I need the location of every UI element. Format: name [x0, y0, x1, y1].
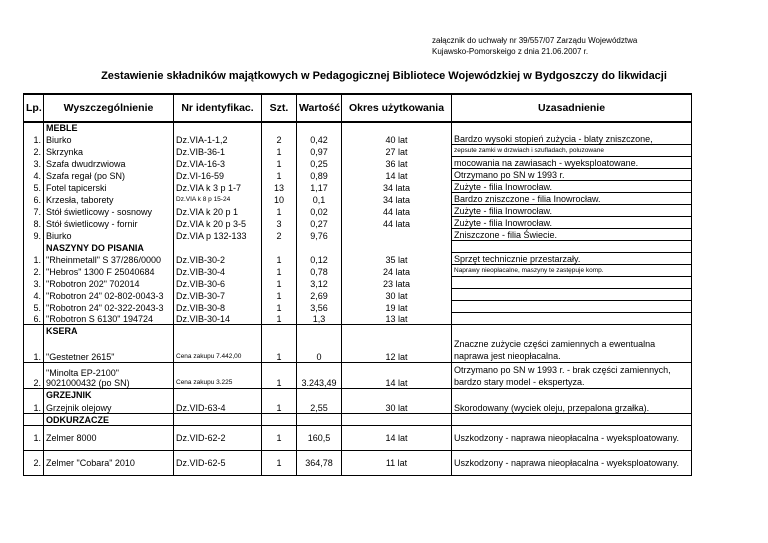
cell-period: 13 lat [342, 313, 452, 325]
cell-period: 34 lata [342, 181, 452, 193]
cell-value: 0,25 [297, 157, 342, 169]
cell-period: 12 lat [342, 336, 452, 363]
category-label: MEBLE [44, 122, 174, 133]
cell-qty: 1 [262, 205, 297, 217]
cell-id: Dz.VIB-36-1 [174, 145, 262, 157]
table-row [24, 253, 692, 265]
cell-lp: 1. [24, 400, 44, 414]
cell-value: 0,27 [297, 217, 342, 229]
header-id: Nr identyfikac. [174, 94, 262, 122]
header-name: Wyszczególnienie [44, 94, 174, 122]
cell-period: 11 lat [342, 451, 452, 476]
name-line: 9021000432 (po SN) [46, 378, 130, 388]
cell-period: 14 lat [342, 169, 452, 181]
table-row [24, 169, 692, 181]
cell-value: 3,12 [297, 277, 342, 289]
table-row [24, 336, 692, 363]
cell-period: 14 lat [342, 426, 452, 451]
cell-id: Dz.VIB-30-8 [174, 301, 262, 313]
cell-id: Cena zakupu 3.225 [174, 363, 262, 389]
cell-name: "Robotron 202" 702014 [44, 277, 174, 289]
cell-lp: 2. [24, 145, 44, 157]
cell-lp: 2. [24, 451, 44, 476]
reason-line: bardzo stary model - ekspertyza. [454, 377, 585, 387]
cell-period: 40 lat [342, 133, 452, 145]
category-row-meble [24, 122, 692, 133]
cell-name: Krzesła, taborety [44, 193, 174, 205]
cell-value: 0,42 [297, 133, 342, 145]
cell-period: 36 lat [342, 157, 452, 169]
cell-value: 9,76 [297, 229, 342, 241]
category-row-odkurzacze [24, 414, 692, 426]
cell-id: Dz.VID-62-2 [174, 426, 262, 451]
cell-period: 30 lat [342, 400, 452, 414]
cell-lp: 1. [24, 133, 44, 145]
cell-id: Dz.VIB-30-2 [174, 253, 262, 265]
cell-lp: 7. [24, 205, 44, 217]
cell-id: Dz.VIA-1-1,2 [174, 133, 262, 145]
cell-period: 44 lata [342, 217, 452, 229]
cell-period: 34 lata [342, 193, 452, 205]
cell-qty: 13 [262, 181, 297, 193]
cell-period: 14 lat [342, 363, 452, 389]
cell-id: Dz.VIA-16-3 [174, 157, 262, 169]
cell-qty: 1 [262, 265, 297, 277]
cell-qty: 2 [262, 133, 297, 145]
cell-lp: 8. [24, 217, 44, 229]
cell-name: Grzejnik olejowy [44, 400, 174, 414]
attachment-note-line2: Kujawsko-Pomorskeigo z dnia 21.06.2007 r. [432, 47, 589, 56]
cell-name: Biurko [44, 133, 174, 145]
cell-lp: 6. [24, 313, 44, 325]
cell-reason [452, 336, 692, 363]
cell-value: 0,97 [297, 145, 342, 157]
table-row [24, 229, 692, 241]
cell-reason: Zniszczone - filia Świecie. [452, 229, 692, 241]
header-qty: Szt. [262, 94, 297, 122]
cell-lp: 3. [24, 277, 44, 289]
table-row [24, 289, 692, 301]
cell-period: 27 lat [342, 145, 452, 157]
table-header-row [24, 94, 692, 122]
cell-reason: Naprawy nieopłacalne, maszyny te zastępuje komp. [452, 265, 692, 277]
cell-lp: 1. [24, 253, 44, 265]
reason-line: naprawa jest nieopłacalna. [454, 351, 561, 361]
cell-name: Stół świetlicowy - fornir [44, 217, 174, 229]
cell-qty: 1 [262, 289, 297, 301]
category-label: KSERA [44, 325, 174, 337]
table-row [24, 133, 692, 145]
name-line: "Minolta EP-2100" [46, 368, 119, 378]
cell-lp: 4. [24, 169, 44, 181]
table-row [24, 400, 692, 414]
cell-reason [452, 289, 692, 301]
category-row-ksera [24, 325, 692, 337]
cell-value: 2,69 [297, 289, 342, 301]
cell-lp: 3. [24, 157, 44, 169]
table-row [24, 181, 692, 193]
cell-reason: Bardzo zniszczone - filia Inowrocław. [452, 193, 692, 205]
cell-reason: Bardzo wysoki stopień zużycia - blaty zniszczone, [452, 133, 692, 145]
cell-reason [452, 301, 692, 313]
cell-reason: Zużyte - filia Inowrocław. [452, 181, 692, 193]
cell-reason: Otrzymano po SN w 1993 r. [452, 169, 692, 181]
cell-lp: 4. [24, 289, 44, 301]
document-title: Zestawienie składników majątkowych w Pedagogicznej Bibliotece Wojewódzkiej w Bydgoszczy do likwidacji [101, 70, 667, 82]
cell-qty: 1 [262, 451, 297, 476]
cell-value: 0,1 [297, 193, 342, 205]
table-row [24, 217, 692, 229]
cell-value: 1,3 [297, 313, 342, 325]
reason-line: Znaczne zużycie części zamiennych a ewentualna [454, 339, 656, 349]
cell-lp: 1. [24, 426, 44, 451]
cell-name: Szafa regał (po SN) [44, 169, 174, 181]
cell-reason: Skorodowany (wyciek oleju, przepalona grzałka). [452, 400, 692, 414]
table-row [24, 363, 692, 389]
cell-qty: 1 [262, 157, 297, 169]
cell-reason: zepsute zamki w drzwiach i szufladach, poluzowane [452, 145, 692, 157]
cell-qty: 1 [262, 253, 297, 265]
cell-value: 364,78 [297, 451, 342, 476]
cell-value: 0,12 [297, 253, 342, 265]
category-label: NASZYNY DO PISANIA [44, 241, 174, 253]
cell-id: Dz.VIB-30-14 [174, 313, 262, 325]
cell-id: Dz.VIA p 132-133 [174, 229, 262, 241]
header-reason: Uzasadnienie [452, 94, 692, 122]
cell-period: 24 lata [342, 265, 452, 277]
cell-name: Zelmer "Cobara" 2010 [44, 451, 174, 476]
cell-value: 3,56 [297, 301, 342, 313]
table-row [24, 301, 692, 313]
cell-qty: 2 [262, 229, 297, 241]
category-row-maszyny [24, 241, 692, 253]
cell-reason: Zużyte - filia Inowrocław. [452, 205, 692, 217]
cell-reason: mocowania na zawiasach - wyeksploatowane. [452, 157, 692, 169]
cell-name: "Hebros" 1300 F 25040684 [44, 265, 174, 277]
cell-name: "Robotron 24" 02-322-2043-3 [44, 301, 174, 313]
cell-name: Biurko [44, 229, 174, 241]
cell-id: Dz.VIB-30-6 [174, 277, 262, 289]
cell-name: "Robotron S 6130" 194724 [44, 313, 174, 325]
table-row [24, 265, 692, 277]
cell-id: Dz.VIB-30-4 [174, 265, 262, 277]
cell-qty: 1 [262, 301, 297, 313]
table-row [24, 205, 692, 217]
cell-period: 19 lat [342, 301, 452, 313]
cell-value: 2,55 [297, 400, 342, 414]
cell-id: Dz.VI-16-59 [174, 169, 262, 181]
cell-value: 0,89 [297, 169, 342, 181]
cell-name: "Rheinmetall" S 37/286/0000 [44, 253, 174, 265]
cell-name: "Gestetner 2615" [44, 336, 174, 363]
cell-period [342, 229, 452, 241]
cell-id: Dz.VIA k 20 p 1 [174, 205, 262, 217]
category-label: GRZEJNIK [44, 389, 174, 401]
cell-name: Fotel tapicerski [44, 181, 174, 193]
cell-id: Dz.VID-62-5 [174, 451, 262, 476]
reason-line: Otrzymano po SN w 1993 r. - brak części zamiennych, [454, 365, 671, 375]
cell-id: Cena zakupu 7.442,00 [174, 336, 262, 363]
cell-value: 160,5 [297, 426, 342, 451]
cell-qty: 1 [262, 400, 297, 414]
cell-value: 1,17 [297, 181, 342, 193]
header-lp: Lp. [24, 94, 44, 122]
cell-id: Dz.VIA k 3 p 1-7 [174, 181, 262, 193]
cell-lp: 5. [24, 181, 44, 193]
cell-period: 23 lata [342, 277, 452, 289]
category-row-grzejnik [24, 389, 692, 401]
cell-qty: 1 [262, 336, 297, 363]
cell-qty: 1 [262, 169, 297, 181]
header-value: Wartość [297, 94, 342, 122]
table-row [24, 313, 692, 325]
table-row [24, 451, 692, 476]
cell-lp: 9. [24, 229, 44, 241]
table-row [24, 277, 692, 289]
cell-name: Zelmer 8000 [44, 426, 174, 451]
cell-value: 0 [297, 336, 342, 363]
cell-reason: Sprzęt technicznie przestarzały. [452, 253, 692, 265]
cell-reason: Uszkodzony - naprawa nieopłacalna - wyeksploatowany. [452, 426, 692, 451]
cell-reason [452, 313, 692, 325]
cell-lp: 6. [24, 193, 44, 205]
cell-qty: 1 [262, 426, 297, 451]
cell-name [44, 363, 174, 389]
table-row [24, 145, 692, 157]
cell-name: Stół świetlicowy - sosnowy [44, 205, 174, 217]
cell-value: 3.243,49 [297, 363, 342, 389]
table-row [24, 157, 692, 169]
cell-lp: 2. [24, 363, 44, 389]
cell-id: Dz.VID-63-4 [174, 400, 262, 414]
cell-period: 44 lata [342, 205, 452, 217]
cell-qty: 1 [262, 145, 297, 157]
cell-id: Dz.VIB-30-7 [174, 289, 262, 301]
cell-reason [452, 363, 692, 389]
cell-period: 35 lat [342, 253, 452, 265]
cell-value: 0,02 [297, 205, 342, 217]
cell-name: "Robotron 24" 02-802-0043-3 [44, 289, 174, 301]
header-period: Okres użytkowania [342, 94, 452, 122]
assets-table [23, 93, 692, 476]
cell-reason: Zużyte - filia Inowrocław. [452, 217, 692, 229]
table-row [24, 193, 692, 205]
cell-qty: 10 [262, 193, 297, 205]
cell-qty: 1 [262, 313, 297, 325]
cell-lp: 5. [24, 301, 44, 313]
cell-qty: 1 [262, 277, 297, 289]
cell-reason: Uszkodzony - naprawa nieopłacalna - wyeksploatowany. [452, 451, 692, 476]
cell-value: 0,78 [297, 265, 342, 277]
category-label: ODKURZACZE [44, 414, 174, 426]
table-row [24, 426, 692, 451]
cell-name: Szafa dwudrzwiowa [44, 157, 174, 169]
cell-period: 30 lat [342, 289, 452, 301]
cell-name: Skrzynka [44, 145, 174, 157]
attachment-note [432, 35, 637, 57]
cell-id: Dz.VIA k 8 p 15-24 [174, 193, 262, 205]
cell-qty: 3 [262, 217, 297, 229]
cell-qty: 1 [262, 363, 297, 389]
cell-id: Dz.VIA k 20 p 3-5 [174, 217, 262, 229]
cell-reason [452, 277, 692, 289]
cell-lp: 2. [24, 265, 44, 277]
attachment-note-line1: załącznik do uchwały nr 39/557/07 Zarządu Województwa [432, 36, 638, 45]
cell-lp: 1. [24, 336, 44, 363]
